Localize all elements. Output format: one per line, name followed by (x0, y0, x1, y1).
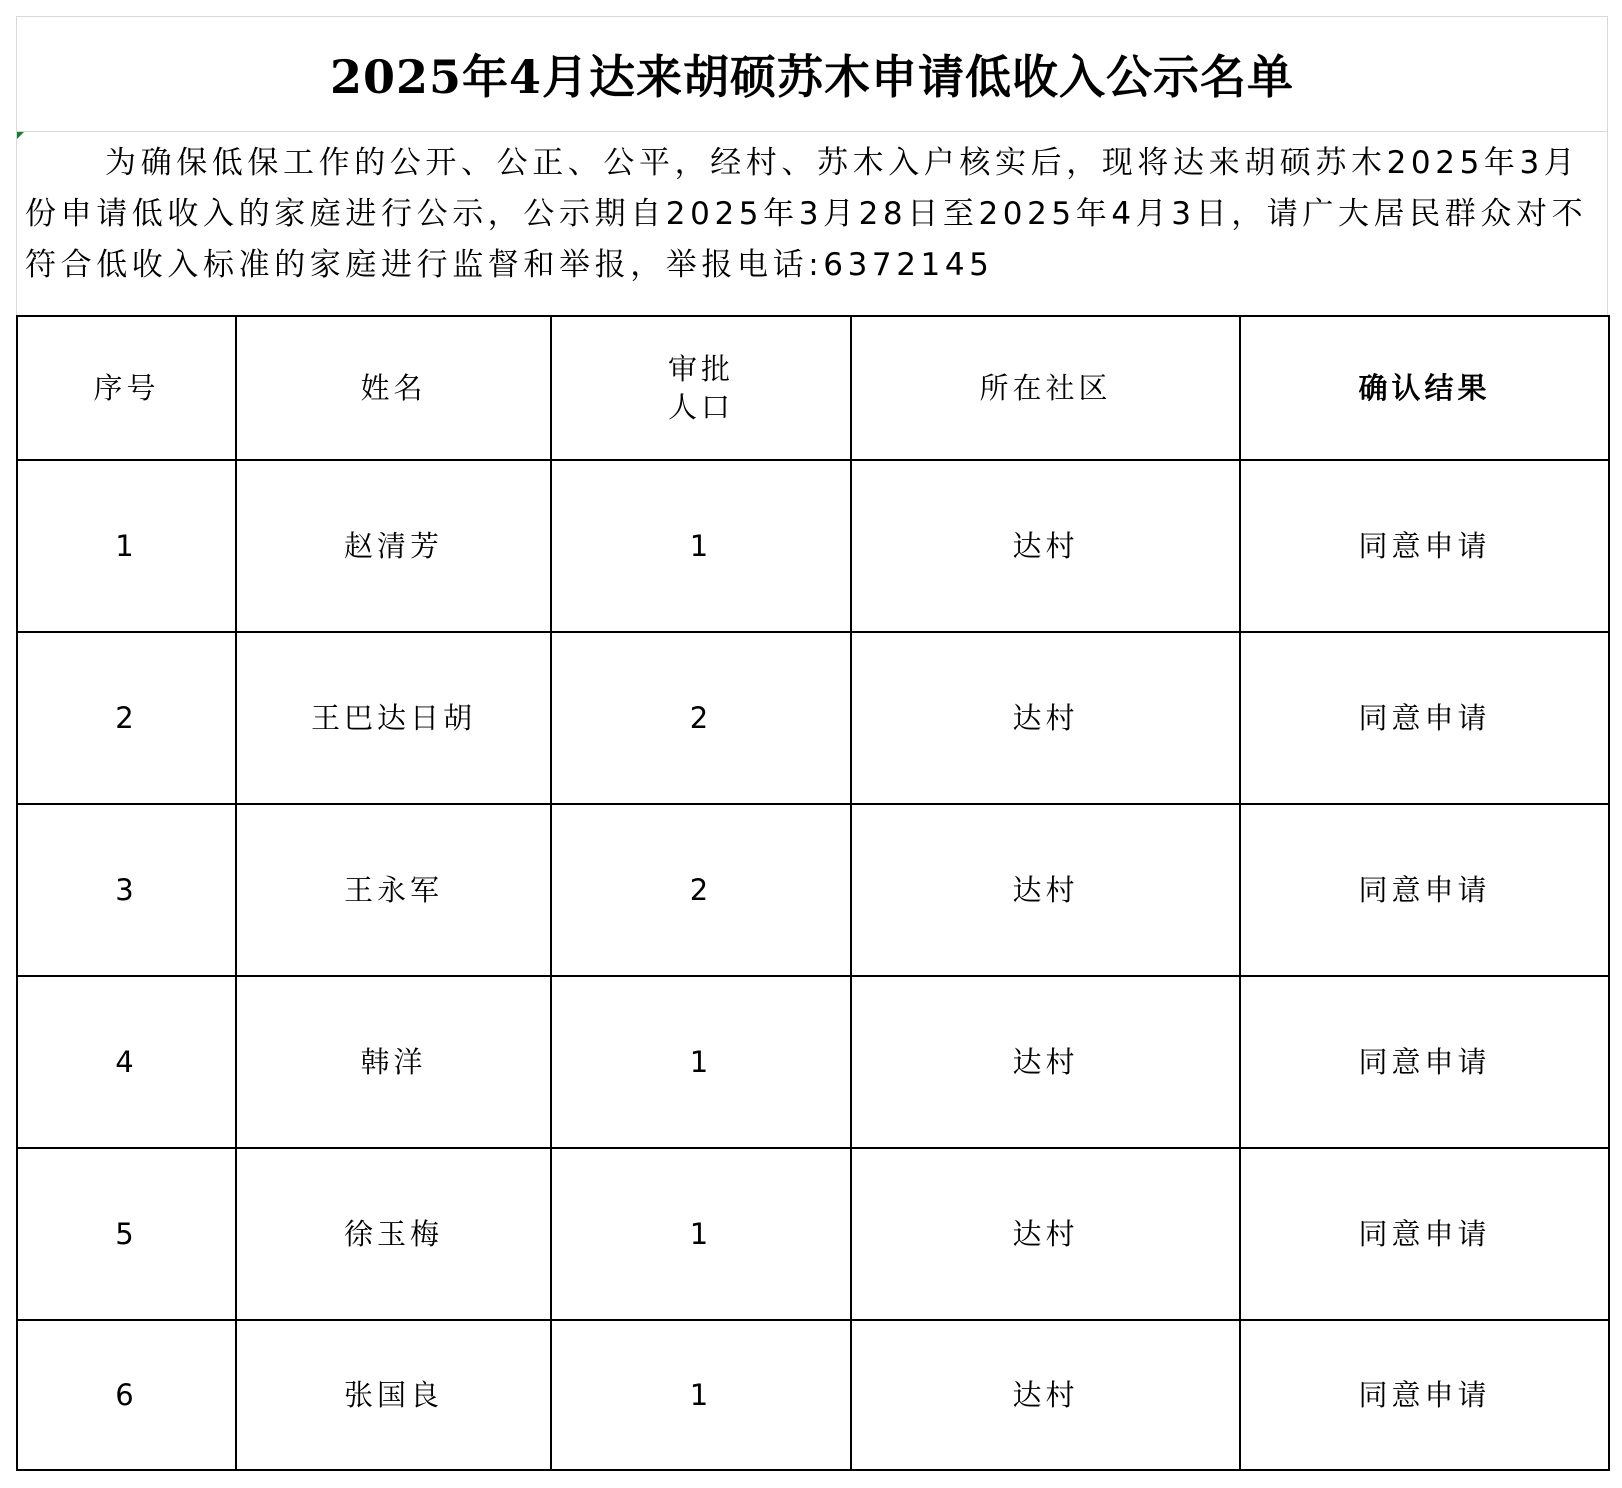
cell-community[interactable]: 达村 (851, 1320, 1240, 1470)
cell-approved-population[interactable]: 1 (551, 460, 851, 632)
cell-index[interactable]: 3 (17, 804, 236, 976)
header-approved-population[interactable] (551, 316, 851, 460)
table-row (17, 976, 1609, 1148)
notice-text: 为确保低保工作的公开、公正、公平，经村、苏木入户核实后，现将达来胡硕苏木2025年3月份申请低收入的家庭进行公示，公示期自2025年3月28日至2025年4月3日，请广大居民群众对不符合低收入标准的家庭进行监督和举报，举报电话:6372145 (25, 145, 1588, 283)
cell-result[interactable]: 同意申请 (1240, 804, 1609, 976)
table-body (17, 460, 1609, 1470)
table-row (17, 460, 1609, 632)
cell-comment-marker-icon (17, 132, 24, 139)
cell-index[interactable]: 5 (17, 1148, 236, 1320)
header-approved-line1: 审批 (667, 352, 734, 386)
cell-approved-population[interactable]: 2 (551, 804, 851, 976)
cell-community[interactable]: 达村 (851, 804, 1240, 976)
notice-cell[interactable] (16, 132, 1608, 315)
cell-approved-population[interactable]: 2 (551, 632, 851, 804)
cell-index[interactable]: 2 (17, 632, 236, 804)
cell-result[interactable]: 同意申请 (1240, 1148, 1609, 1320)
cell-index[interactable]: 6 (17, 1320, 236, 1470)
cell-result[interactable]: 同意申请 (1240, 632, 1609, 804)
title-cell[interactable] (16, 16, 1608, 132)
cell-name[interactable]: 徐玉梅 (236, 1148, 551, 1320)
table-row (17, 1148, 1609, 1320)
header-index[interactable]: 序号 (17, 316, 236, 460)
cell-name[interactable]: 赵清芳 (236, 460, 551, 632)
cell-result[interactable]: 同意申请 (1240, 460, 1609, 632)
cell-community[interactable]: 达村 (851, 976, 1240, 1148)
cell-name[interactable]: 王永军 (236, 804, 551, 976)
cell-community[interactable]: 达村 (851, 1148, 1240, 1320)
applicant-table (16, 315, 1610, 1471)
header-community[interactable]: 所在社区 (851, 316, 1240, 460)
cell-index[interactable]: 1 (17, 460, 236, 632)
header-result[interactable]: 确认结果 (1240, 316, 1609, 460)
spreadsheet-page (16, 16, 1608, 1471)
cell-result[interactable]: 同意申请 (1240, 1320, 1609, 1470)
table-row (17, 804, 1609, 976)
cell-community[interactable]: 达村 (851, 632, 1240, 804)
header-approved-line2: 人口 (667, 390, 734, 424)
header-name[interactable]: 姓名 (236, 316, 551, 460)
cell-index[interactable]: 4 (17, 976, 236, 1148)
page-title: 2025年4月达来胡硕苏木申请低收入公示名单 (329, 50, 1295, 104)
cell-community[interactable]: 达村 (851, 460, 1240, 632)
cell-name[interactable]: 韩洋 (236, 976, 551, 1148)
cell-approved-population[interactable]: 1 (551, 976, 851, 1148)
cell-name[interactable]: 张国良 (236, 1320, 551, 1470)
table-header-row (17, 316, 1609, 460)
cell-approved-population[interactable]: 1 (551, 1320, 851, 1470)
table-row (17, 1320, 1609, 1470)
cell-result[interactable]: 同意申请 (1240, 976, 1609, 1148)
table-row (17, 632, 1609, 804)
cell-approved-population[interactable]: 1 (551, 1148, 851, 1320)
cell-name[interactable]: 王巴达日胡 (236, 632, 551, 804)
